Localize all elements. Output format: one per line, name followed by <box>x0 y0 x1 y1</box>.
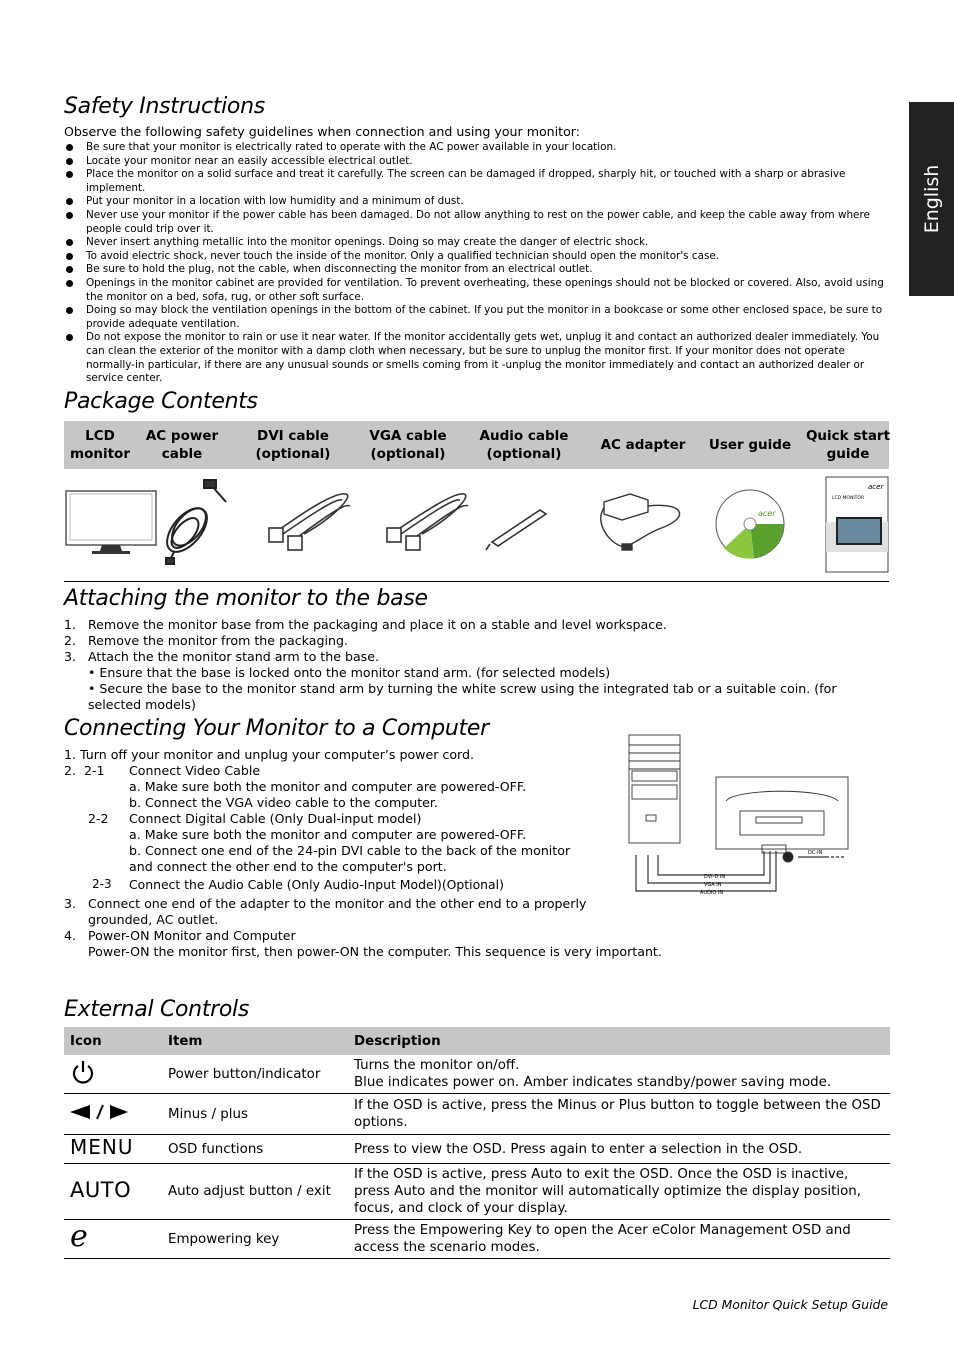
package-header-row <box>64 421 889 469</box>
audio-label: AUDIO IN <box>700 890 724 896</box>
package-divider <box>64 581 889 582</box>
language-tab <box>909 102 954 296</box>
connect-2-1-num: 2-1 <box>84 763 105 778</box>
package-images <box>64 472 890 582</box>
connect-step-2-num: 2. <box>64 763 77 778</box>
monitor-back-image <box>716 777 848 862</box>
attach-steps <box>64 617 884 665</box>
attach-step: 1. Remove the monitor base from the packaging and place it on a stable and level workspace. <box>64 617 667 632</box>
connect-2-1-title: Connect Video Cable <box>129 763 261 778</box>
user-guide-cd-image <box>716 490 784 558</box>
svg-text:acer: acer <box>758 509 776 518</box>
connection-cables <box>636 851 844 891</box>
connect-step-4-num: 4. <box>64 928 77 943</box>
safety-item: Doing so may block the ventilation openings in the bottom of the cabinet. If you put the monitor in a bookcase or some other enclosed space, be sure to provide adequate ventilation. <box>64 304 892 331</box>
empowering-icon: e <box>70 1218 88 1254</box>
language-tab-label: English <box>920 164 943 234</box>
connect-2-3-title: Connect the Audio Cable (Only Audio-Input Model)(Optional) <box>129 877 504 892</box>
lcd-monitor-image <box>66 491 156 554</box>
dc-label: DC-IN <box>808 850 823 856</box>
connect-step-4-text: Power-ON the monitor first, then power-ON the computer. This sequence is very important. <box>88 944 662 959</box>
attach-sub-2: • Secure the base to the monitor stand arm by turning the white screw using the integrated tab or a suitable coin. (for <box>88 681 837 696</box>
attach-step: 2. Remove the monitor from the packaging. <box>64 633 348 648</box>
safety-item: To avoid electric shock, never touch the inside of the monitor. Only a qualified technician should open the monitor's case. <box>64 250 892 264</box>
connect-step-1: 1. Turn off your monitor and unplug your computer’s power cord. <box>64 747 474 762</box>
connection-diagram <box>626 733 856 901</box>
controls-title: External Controls <box>64 997 250 1022</box>
controls-table <box>64 1027 890 1259</box>
row-desc: Press to view the OSD. Press again to enter a selection in the OSD. <box>348 1135 890 1164</box>
safety-item: Be sure that your monitor is electrically rated to operate with the AC power available in your location. <box>64 141 892 155</box>
connect-2-2-a: a. Make sure both the monitor and computer are powered-OFF. <box>129 827 527 842</box>
attach-sub-1: • Ensure that the base is locked onto the monitor stand arm. (for selected models) <box>88 665 611 680</box>
safety-list <box>64 141 892 386</box>
package-col-power-cable: AC power cable <box>145 428 219 462</box>
table-row <box>64 1135 890 1164</box>
connect-2-3-num: 2-3 <box>92 877 112 891</box>
ac-adapter-image <box>601 494 680 550</box>
power-icon <box>70 1059 96 1085</box>
connect-step-4-title: Power-ON Monitor and Computer <box>88 928 296 943</box>
connect-2-1-a: a. Make sure both the monitor and computer are powered-OFF. <box>129 779 527 794</box>
table-row <box>64 1220 890 1259</box>
safety-item: Place the monitor on a solid surface and treat it carefully. The screen can be damaged if dropped, sharply hit, or touched with a sharp or abrasive implement. <box>64 168 892 195</box>
vga-cable-image <box>387 494 468 550</box>
package-col-vga: VGA cable (optional) <box>369 428 447 462</box>
page-footer: LCD Monitor Quick Setup Guide <box>692 1297 888 1312</box>
safety-intro: Observe the following safety guidelines when connection and using your monitor: <box>64 124 580 139</box>
package-col-adapter: AC adapter <box>600 437 686 453</box>
menu-icon: MENU <box>70 1135 134 1159</box>
package-col-lcd: LCD monitor <box>70 428 130 462</box>
controls-header-item: Item <box>162 1027 348 1055</box>
safety-title: Safety Instructions <box>64 94 265 119</box>
row-item: Empowering key <box>162 1220 348 1259</box>
attach-title: Attaching the monitor to the base <box>64 586 428 611</box>
dvi-label: DVI-D IN <box>704 874 726 880</box>
attach-step: 3. Attach the the monitor stand arm to the base. <box>64 649 379 664</box>
svg-text:acer: acer <box>868 483 884 491</box>
package-col-quick-start: Quick start guide <box>805 428 891 462</box>
row-item: Power button/indicator <box>162 1055 348 1094</box>
attach-sub-2-tail: selected models) <box>88 697 196 712</box>
package-title: Package Contents <box>64 389 258 414</box>
audio-cable-image <box>486 510 546 550</box>
controls-header-desc: Description <box>348 1027 890 1055</box>
connect-step-3: Connect one end of the adapter to the monitor and the other end to a properly grounded, AC outlet. <box>88 896 587 927</box>
connect-title: Connecting Your Monitor to a Computer <box>64 716 489 741</box>
table-row: AUTO Auto adjust button / exit If the OSD is active, press Auto to exit the OSD. Once the OSD is inactive, press Auto and the monitor will automatically optimize the display position, focus, and clock of your display. <box>64 1164 890 1220</box>
package-col-audio: Audio cable (optional) <box>479 428 569 462</box>
svg-text:LCD MONITOR: LCD MONITOR <box>832 496 865 501</box>
safety-item: Never insert anything metallic into the monitor openings. Doing so may create the danger of electric shock. <box>64 236 892 250</box>
safety-item: Openings in the monitor cabinet are provided for ventilation. To prevent overheating, these openings should not be blocked or covered. Also, avoid using the monitor on a bed, sofa, rug, or other soft surface. <box>64 277 892 304</box>
safety-item: Locate your monitor near an easily accessible electrical outlet. <box>64 155 892 169</box>
vga-label: VGA IN <box>704 882 722 888</box>
power-cable-image <box>160 480 226 564</box>
quick-start-guide-image <box>826 477 888 572</box>
row-item: Minus / plus <box>162 1094 348 1135</box>
table-row: Power button/indicator Turns the monitor on/off. Blue indicates power on. Amber indicates standby/power saving mode. <box>64 1055 890 1094</box>
package-col-dvi: DVI cable (optional) <box>255 428 331 462</box>
minus-plus-icon <box>70 1103 130 1121</box>
connect-2-2-b2: and connect the other end to the computer's port. <box>129 859 447 874</box>
table-row: Minus / plus If the OSD is active, press the Minus or Plus button to toggle between the OSD options. <box>64 1094 890 1135</box>
controls-header-row <box>64 1027 890 1055</box>
row-desc: Press the Empowering Key to open the Acer eColor Management OSD and access the scenario modes. <box>348 1220 890 1259</box>
safety-item: Be sure to hold the plug, not the cable, when disconnecting the monitor from an electrical outlet. <box>64 263 892 277</box>
row-item: OSD functions <box>162 1135 348 1164</box>
dvi-cable-image <box>269 494 350 550</box>
connect-2-1-b: b. Connect the VGA video cable to the computer. <box>129 795 438 810</box>
connect-2-2-num: 2-2 <box>88 811 109 826</box>
auto-icon: AUTO <box>70 1177 132 1202</box>
connect-step-3-num: 3. <box>64 896 77 911</box>
safety-item: Put your monitor in a location with low humidity and a minimum of dust. <box>64 195 892 209</box>
pc-tower-image <box>629 735 680 843</box>
controls-header-icon: Icon <box>64 1027 162 1055</box>
connect-2-2-b1: b. Connect one end of the 24-pin DVI cable to the back of the monitor <box>129 843 571 858</box>
safety-item: Never use your monitor if the power cable has been damaged. Do not allow anything to rest on the power cable, and keep the cable away from where people could trip over it. <box>64 209 892 236</box>
safety-item: Do not expose the monitor to rain or use it near water. If the monitor accidentally gets wet, unplug it and contact an authorized dealer immediately. You can clean the exterior of the monitor with a damp cloth when necessary, but be sure to unplug the monitor first. If your monitor does not operate normally-in particular, if there are any unusual sounds or smells coming from it -unplug the monitor immediately and contact an authorized dealer or service center. <box>64 331 892 385</box>
connect-2-2-title: Connect Digital Cable (Only Dual-input model) <box>129 811 422 826</box>
row-item: Auto adjust button / exit <box>162 1164 348 1220</box>
package-col-user-guide: User guide <box>708 437 792 453</box>
